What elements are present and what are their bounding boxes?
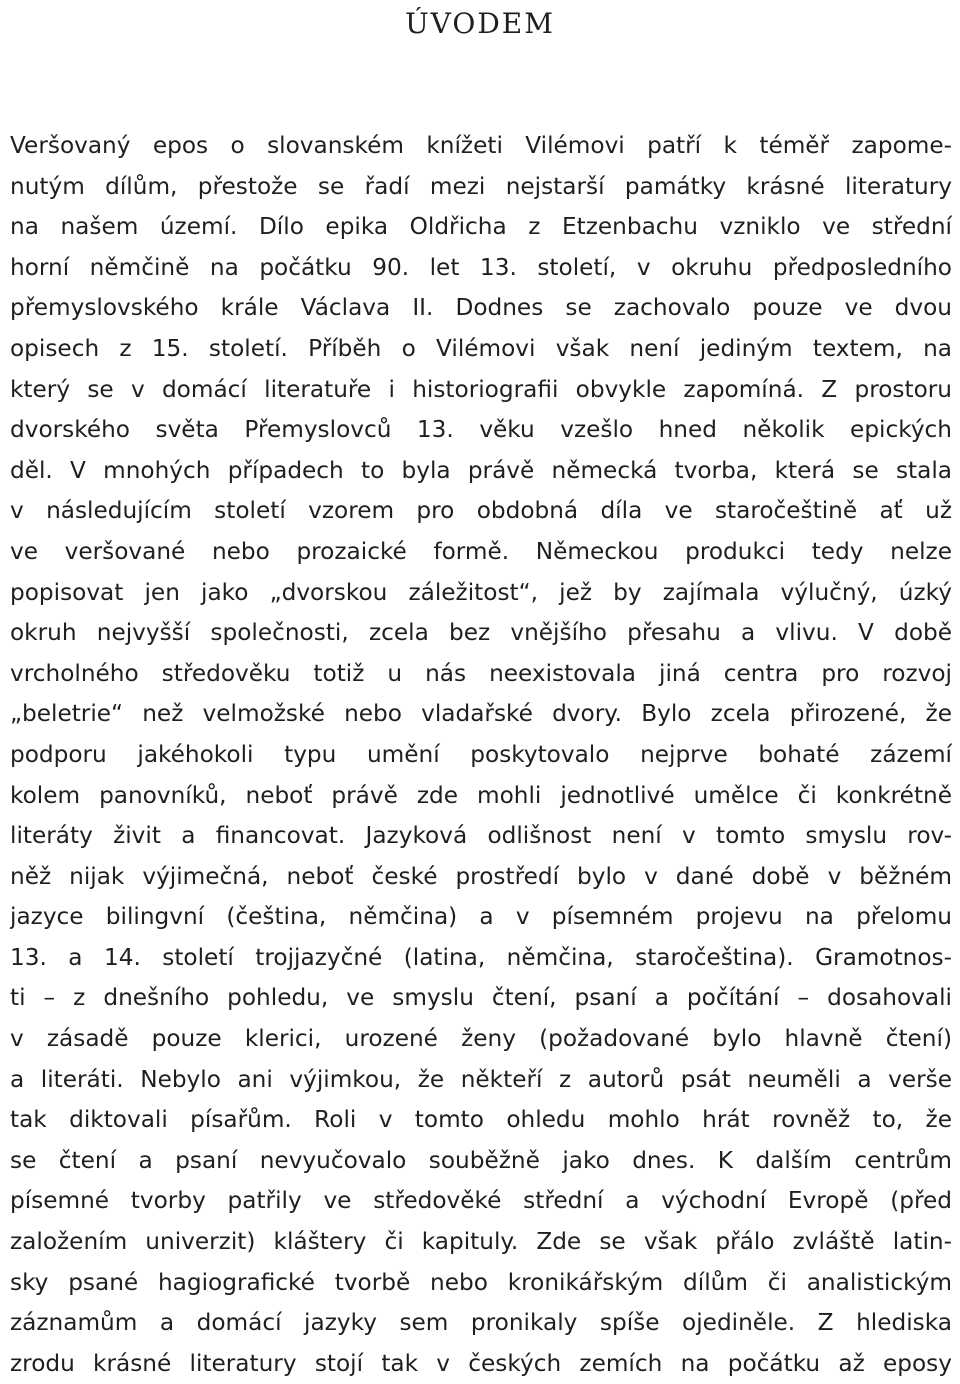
text-line: v následujícím století vzorem pro obdobná díla ve staročeštině ať už — [10, 497, 952, 525]
text-line: který se v domácí literatuře i historiografii obvykle zapomíná. Z prostoru — [10, 375, 952, 403]
text-line: založením univerzit) kláštery či kapituly. Zde se však přálo zvláště latin- — [10, 1228, 952, 1256]
text-line: písemné tvorby patřily ve středověké střední a východní Evropě (před — [10, 1187, 952, 1215]
text-line: ti – z dnešního pohledu, ve smyslu čtení, psaní a počítání – dosahovali — [10, 984, 952, 1012]
text-line: něž nijak výjimečná, neboť české prostředí bylo v dané době v běžném — [10, 862, 952, 890]
body-paragraph — [10, 126, 952, 1384]
text-line: a literáti. Nebylo ani výjimkou, že někteří z autorů psát neuměli a verše — [10, 1065, 952, 1093]
text-line: tak diktovali písařům. Roli v tomto ohledu mohlo hrát rovněž to, že — [10, 1106, 952, 1134]
text-line: „beletrie“ než velmožské nebo vladařské dvory. Bylo zcela přirozené, že — [10, 700, 952, 728]
chapter-title: ÚVODEM — [405, 7, 555, 40]
text-line: sky psané hagiografické tvorbě nebo kronikářským dílům či analistickým — [10, 1268, 952, 1296]
text-line: děl. V mnohých případech to byla právě německá tvorba, která se stala — [10, 456, 952, 484]
text-line: nutým dílům, přestože se řadí mezi nejstarší památky krásné literatury — [10, 172, 952, 200]
text-line: okruh nejvyšší společnosti, zcela bez vnějšího přesahu a vlivu. V době — [10, 619, 952, 647]
text-line: zrodu krásné literatury stojí tak v českých zemích na počátku až eposy — [10, 1349, 952, 1377]
text-line: záznamům a domácí jazyky sem pronikaly spíše ojediněle. Z hlediska — [10, 1309, 952, 1337]
text-line: Veršovaný epos o slovanském knížeti Vilémovi patří k téměř zapome- — [10, 132, 952, 159]
text-line: podporu jakéhokoli typu umění poskytovalo nejprve bohaté zázemí — [10, 740, 952, 768]
text-line: opisech z 15. století. Příběh o Vilémovi však není jediným textem, na — [10, 334, 952, 362]
text-line: jazyce bilingvní (čeština, němčina) a v písemném projevu na přelomu — [10, 903, 952, 931]
text-line: 13. a 14. století trojjazyčné (latina, němčina, staročeština). Gramotnos- — [10, 943, 952, 971]
text-line: literáty živit a financovat. Jazyková odlišnost není v tomto smyslu rov- — [10, 822, 952, 850]
text-line: vrcholného středověku totiž u nás neexistovala jiná centra pro rozvoj — [10, 659, 952, 687]
text-line: kolem panovníků, neboť právě zde mohli jednotlivé umělce či konkrétně — [10, 781, 952, 809]
text-line: dvorského světa Přemyslovců 13. věku vzešlo hned několik epických — [10, 416, 952, 444]
text-line: ve veršované nebo prozaické formě. Německou produkci tedy nelze — [10, 537, 952, 565]
text-line: na našem území. Dílo epika Oldřicha z Etzenbachu vzniklo ve střední — [10, 213, 952, 241]
text-line: popisovat jen jako „dvorskou záležitost“, jež by zajímala výlučný, úzký — [10, 578, 952, 606]
text-line: přemyslovského krále Václava II. Dodnes se zachovalo pouze ve dvou — [10, 294, 952, 322]
text-line: se čtení a psaní nevyučovalo souběžně jako dnes. K dalším centrům — [10, 1146, 952, 1174]
text-line: v zásadě pouze klerici, urozené ženy (požadované bylo hlavně čtení) — [10, 1025, 952, 1053]
text-line: horní němčině na počátku 90. let 13. století, v okruhu předposledního — [10, 253, 952, 281]
